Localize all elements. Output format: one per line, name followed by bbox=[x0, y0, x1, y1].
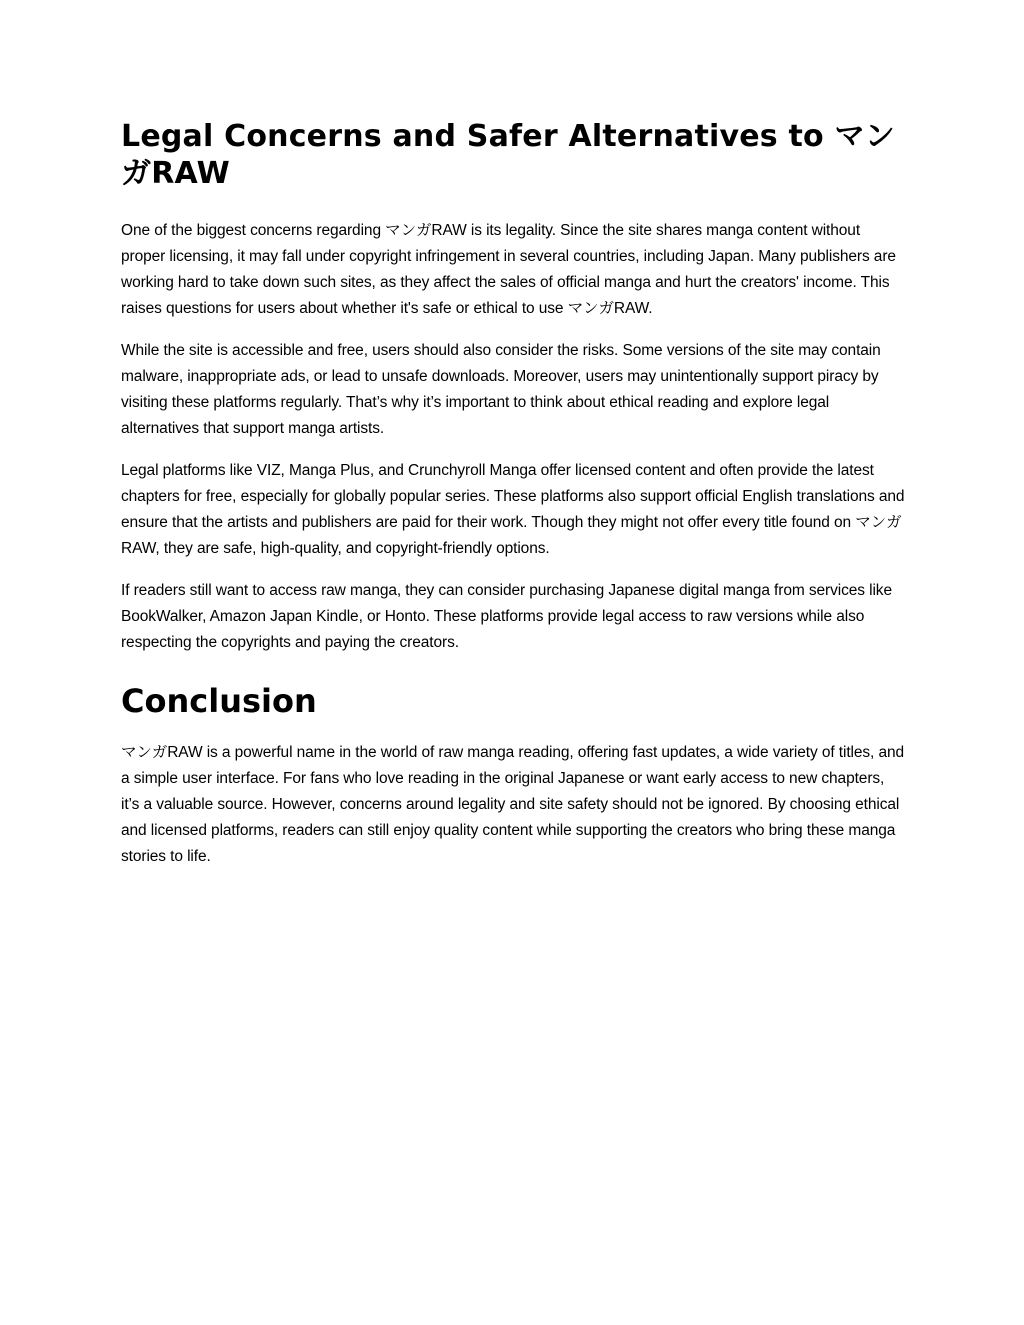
paragraph-legal-platforms: Legal platforms like VIZ, Manga Plus, and Crunchyroll Manga offer licensed content and often provide the latest chapters for free, especially for globally popular series. These platforms also support official English translations and ensure that the artists and publishers are paid for their work. Though they might not offer every title found on マンガRAW, they are safe, high-quality, and copyright-friendly options. bbox=[121, 462, 905, 557]
paragraph-legality: One of the biggest concerns regarding マンガRAW is its legality. Since the site shares manga content without proper licensing, it may fall under copyright infringement in several countries, including Japan. Many publishers are working hard to take down such sites, as they affect the sales of official manga and hurt the creators' income. This raises questions for users about whether it's safe or ethical to use マンガRAW. bbox=[121, 222, 896, 317]
paragraph-raw-purchase: If readers still want to access raw manga, they can consider purchasing Japanese digital manga from services like BookWalker, Amazon Japan Kindle, or Honto. These platforms provide legal access to raw versions while also respecting the copyrights and paying the creators. bbox=[121, 582, 892, 651]
paragraph-conclusion: マンガRAW is a powerful name in the world of raw manga reading, offering fast updates, a wide variety of titles, and a simple user interface. For fans who love reading in the original Japanese or want early access to new chapters, it’s a valuable source. However, concerns around legality and site safety should not be ignored. By choosing ethical and licensed platforms, readers can still enjoy quality content while supporting the creators who bring these manga stories to life. bbox=[121, 744, 905, 865]
paragraph-risks: While the site is accessible and free, users should also consider the risks. Some versions of the site may contain malware, inappropriate ads, or lead to unsafe downloads. Moreover, users may unintentionally support piracy by visiting these platforms regularly. That’s why it’s important to think about ethical reading and explore legal alternatives that support manga artists. bbox=[121, 342, 881, 437]
document-page bbox=[121, 118, 906, 886]
section-heading-legal-concerns: Legal Concerns and Safer Alternatives to マンガRAW bbox=[121, 119, 895, 191]
section-heading-conclusion: Conclusion bbox=[121, 682, 317, 720]
